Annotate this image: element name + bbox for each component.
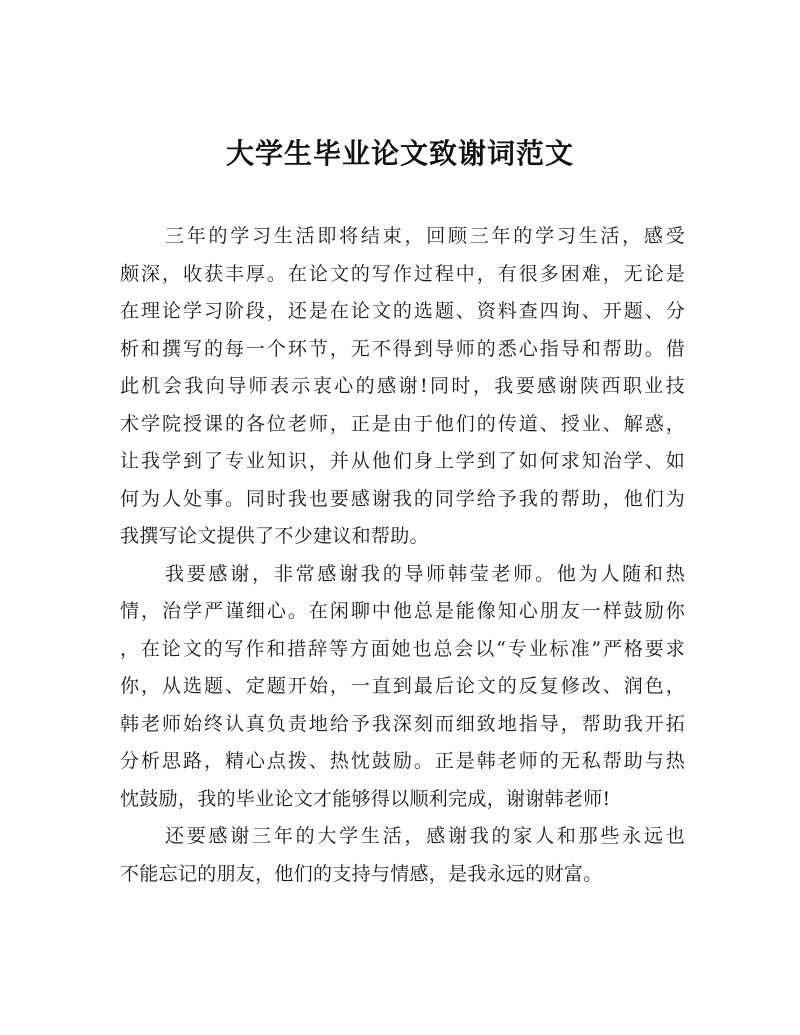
paragraph-line: ，在论文的写作和措辞等方面她也总会以“专业标准”严格要求: [120, 637, 685, 660]
paragraph-line: 情，治学严谨细心。在闲聊中他总是能像知心朋友一样鼓励你: [120, 600, 685, 622]
paragraph-line: 此机会我向导师表示衷心的感谢!同时，我要感谢陕西职业技: [120, 375, 685, 397]
paragraph-line: 让我学到了专业知识，并从他们身上学到了如何求知治学、如: [120, 450, 685, 472]
paragraph-3: [120, 818, 685, 893]
paragraph-line: 在理论学习阶段，还是在论文的选题、资料查四询、开题、分: [120, 300, 685, 322]
paragraph-line: 韩老师始终认真负责地给予我深刻而细致地指导，帮助我开拓: [120, 712, 685, 735]
paragraph-line: 分析思路，精心点拨、热忱鼓励。正是韩老师的无私帮助与热: [120, 750, 685, 772]
paragraph-line: 还要感谢三年的大学生活，感谢我的家人和那些永远也: [165, 825, 685, 847]
paragraph-line: 你，从选题、定题开始，一直到最后论文的反复修改、润色，: [120, 675, 685, 697]
paragraph-line: 何为人处事。同时我也要感谢我的同学给予我的帮助，他们为: [120, 487, 685, 510]
paragraph-line: 我要感谢，非常感谢我的导师韩莹老师。他为人随和热: [165, 562, 685, 585]
document-title: 大学生毕业论文致谢词范文: [225, 137, 574, 170]
paragraph-line: 颇深，收获丰厚。在论文的写作过程中，有很多困难，无论是: [120, 262, 685, 285]
paragraph-line: 三年的学习生活即将结束，回顾三年的学习生活，感受: [165, 225, 685, 247]
paragraph-line: 我撰写论文提供了不少建议和帮助。: [120, 525, 429, 547]
paragraph-2: [120, 556, 685, 819]
paragraph-1: [120, 218, 685, 556]
paragraph-line: 不能忘记的朋友，他们的支持与情感，是我永远的财富。: [120, 862, 603, 885]
paragraph-line: 忱鼓励，我的毕业论文才能够得以顺利完成，谢谢韩老师!: [120, 787, 611, 810]
paragraph-line: 析和撰写的每一个环节，无不得到导师的悉心指导和帮助。借: [120, 337, 685, 360]
paragraph-line: 术学院授课的各位老师，正是由于他们的传道、授业、解惑，: [120, 412, 685, 435]
document-body: [120, 218, 685, 893]
